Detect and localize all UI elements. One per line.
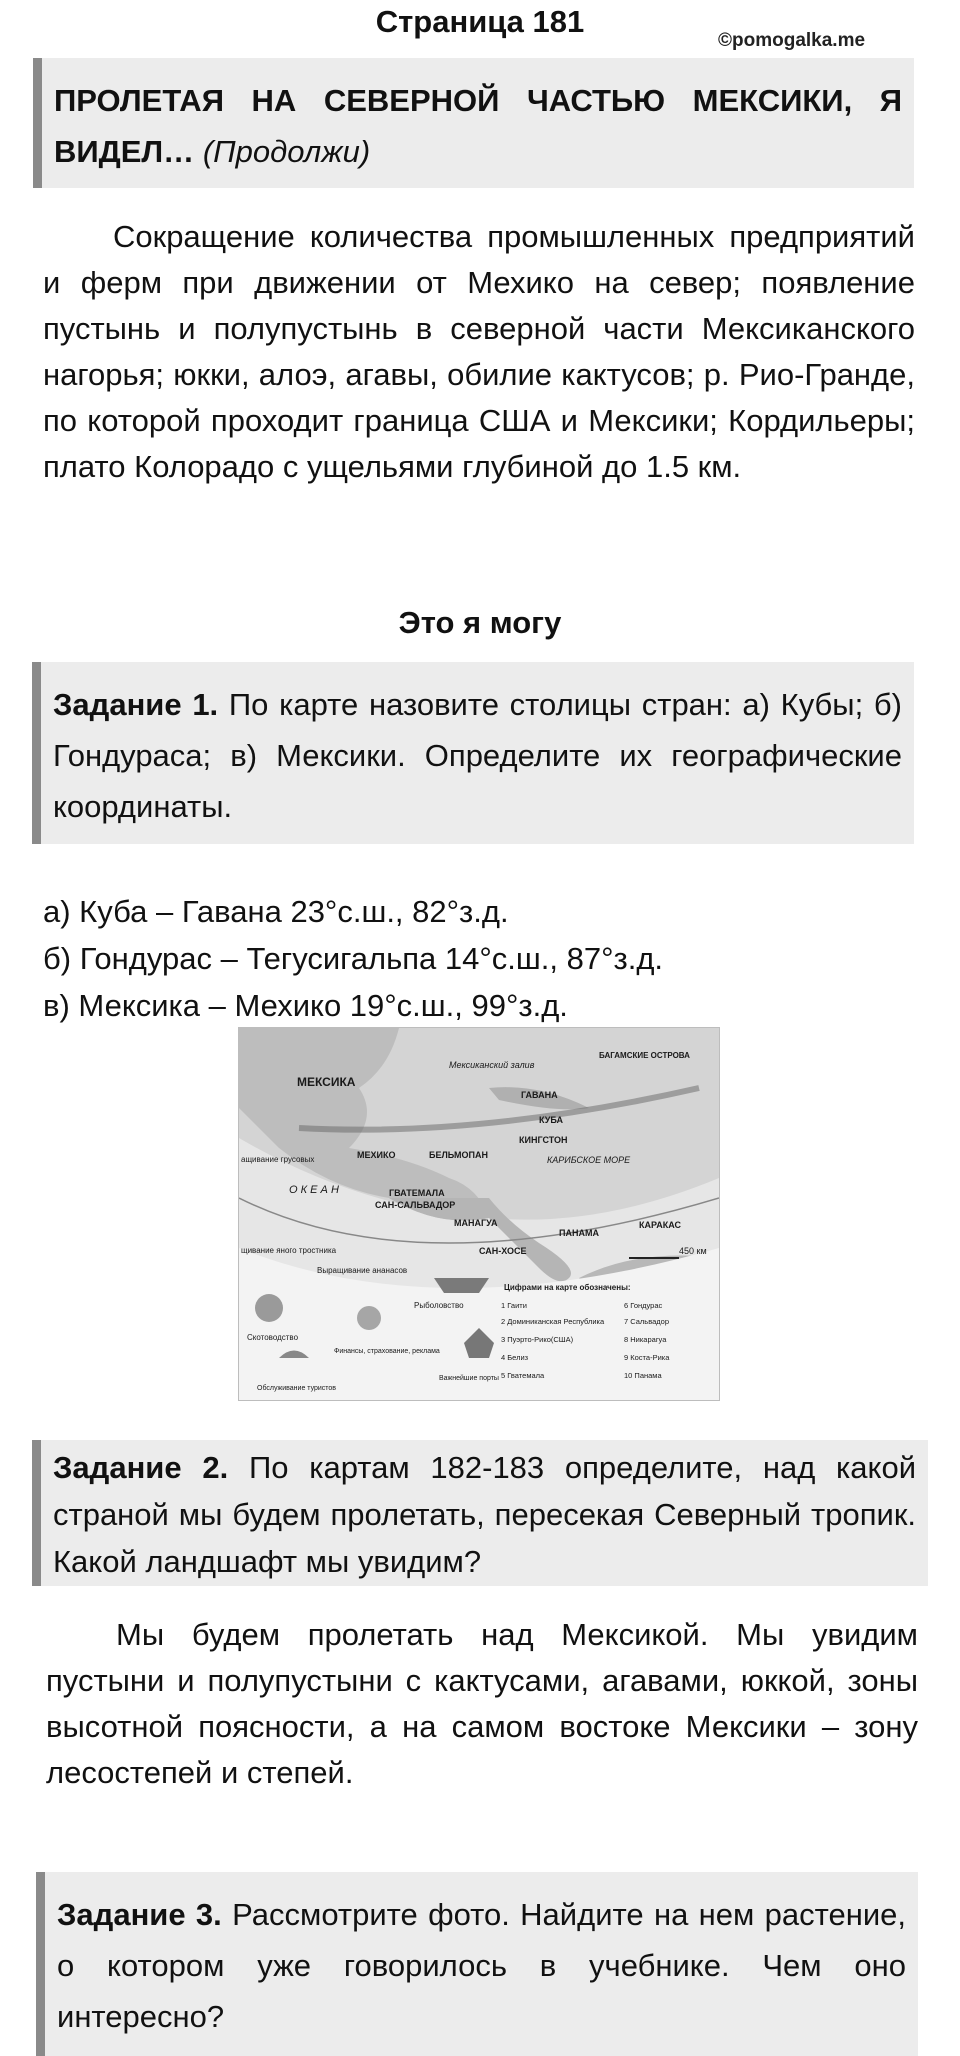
task3-box <box>36 1872 918 2056</box>
map-label-belmopan: БЕЛЬМОПАН <box>429 1150 488 1160</box>
section1-paragraph: Сокращение количества промышленных предприятий и ферм при движении от Мехико на север; появление пустынь и полупустынь в северной части Мексиканского нагорья; юкки, алоэ, агавы, обилие кактусов; р. Рио-Гранде, по которой проходит граница США и Мексики; Кордильеры; плато Колорадо с ущельями глубиной до 1.5 км. <box>43 219 915 484</box>
map-label-caracas: КАРАКАС <box>639 1220 681 1230</box>
map-label-kingston: КИНГСТОН <box>519 1135 568 1145</box>
map-legend-item: 10 Панама <box>624 1371 662 1380</box>
map-label-bahamas: БАГАМСКИЕ ОСТРОВА <box>599 1051 690 1060</box>
map-legend-item: 5 Гватемала <box>501 1371 545 1380</box>
section1-text <box>43 214 915 490</box>
subheading: Это я могу <box>398 605 562 640</box>
task3-text: Рассмотрите фото. Найдите на нем растение, о котором уже говорилось в учебнике. Чем оно интересно? <box>57 1897 906 2034</box>
map-label-growing-cargo: ащивание грусовых <box>241 1155 315 1164</box>
map-legend-item: 3 Пуэрто-Рико(США) <box>501 1335 574 1344</box>
map-label-caribbean: КАРИБСКОЕ МОРЕ <box>547 1155 631 1165</box>
map-legend-item: 7 Сальвадор <box>624 1317 669 1326</box>
map-image <box>238 1027 720 1401</box>
task2-answer: Мы будем пролетать над Мексикой. Мы увидим пустыни и полупустыни с кактусами, агавами, юккой, зоны высотной поясности, а на самом востоке Мексики – зону лесостепей и степей. <box>46 1617 918 1790</box>
map-legend-item: 4 Белиз <box>501 1353 529 1362</box>
map-label-guatemala: ГВАТЕМАЛА <box>389 1188 445 1198</box>
map-label-panama: ПАНАМА <box>559 1228 599 1238</box>
task3-label: Задание 3. <box>57 1897 222 1932</box>
task2-answer-block <box>46 1612 918 1796</box>
map-legend-title: Цифрами на карте обозначены: <box>504 1283 631 1292</box>
section-heading: ПРОЛЕТАЯ НА СЕВЕРНОЙ ЧАСТЬЮ МЕКСИКИ, Я ВИДЕЛ… <box>54 83 902 169</box>
finance-icon <box>357 1306 381 1330</box>
map-illustration <box>239 1028 719 1400</box>
map-label-mexico: МЕКСИКА <box>297 1075 356 1089</box>
map-scale: 450 км <box>679 1246 707 1256</box>
task1-box <box>32 662 914 844</box>
section-heading-box <box>33 58 914 188</box>
map-label-havana: ГАВАНА <box>521 1090 558 1100</box>
answer-line: б) Гондурас – Тегусигальпа 14°с.ш., 87°з.д. <box>43 941 664 976</box>
map-legend-item: 6 Гондурас <box>624 1301 663 1310</box>
answer-line: в) Мексика – Мехико 19°с.ш., 99°з.д. <box>43 988 568 1023</box>
section-heading-note: (Продолжи) <box>202 134 371 169</box>
map-label-mexico-city: МЕХИКО <box>357 1150 396 1160</box>
answer-line: а) Куба – Гавана 23°с.ш., 82°з.д. <box>43 894 509 929</box>
map-label-cattle: Скотоводство <box>247 1333 299 1342</box>
map-label-pineapples: Выращивание ананасов <box>317 1266 408 1275</box>
watermark: ©pomogalka.me <box>718 30 866 51</box>
map-legend-item: 2 Доминиканская Республика <box>501 1317 605 1326</box>
map-label-san-salvador: САН-САЛЬВАДОР <box>375 1200 456 1210</box>
map-label-managua: МАНАГУА <box>454 1218 498 1228</box>
map-label-fishing: Рыболовство <box>414 1301 464 1310</box>
map-label-san-jose: САН-ХОСЕ <box>479 1246 527 1256</box>
map-legend-item: 1 Гаити <box>501 1301 527 1310</box>
task2-box <box>32 1440 928 1586</box>
map-label-ports: Важнейшие порты <box>439 1375 499 1382</box>
map-label-gulf: Мексиканский залив <box>449 1060 535 1070</box>
map-label-cuba: КУБА <box>539 1115 563 1125</box>
map-label-tourists: Обслуживание туристов <box>257 1385 337 1392</box>
task1-answers <box>43 888 663 1029</box>
map-label-finance: Финансы, страхование, реклама <box>334 1348 440 1355</box>
map-legend-item: 9 Коста-Рика <box>624 1353 670 1362</box>
task1-text: По карте назовите столицы стран: а) Кубы; б) Гондураса; в) Мексики. Определите их географические координаты. <box>53 687 902 824</box>
task2-text: По картам 182-183 определите, над какой страной мы будем пролетать, пересекая Северный тропик. Какой ландшафт мы увидим? <box>53 1450 917 1579</box>
map-legend-item: 8 Никарагуа <box>624 1335 667 1344</box>
map-label-ocean: О К Е А Н <box>289 1184 339 1196</box>
page-title: Страница 181 <box>375 4 585 39</box>
task2-label: Задание 2. <box>53 1450 229 1485</box>
cattle-icon <box>255 1294 283 1322</box>
task1-label: Задание 1. <box>53 687 219 722</box>
map-label-growing-cane: щивание яного тростника <box>241 1246 337 1255</box>
